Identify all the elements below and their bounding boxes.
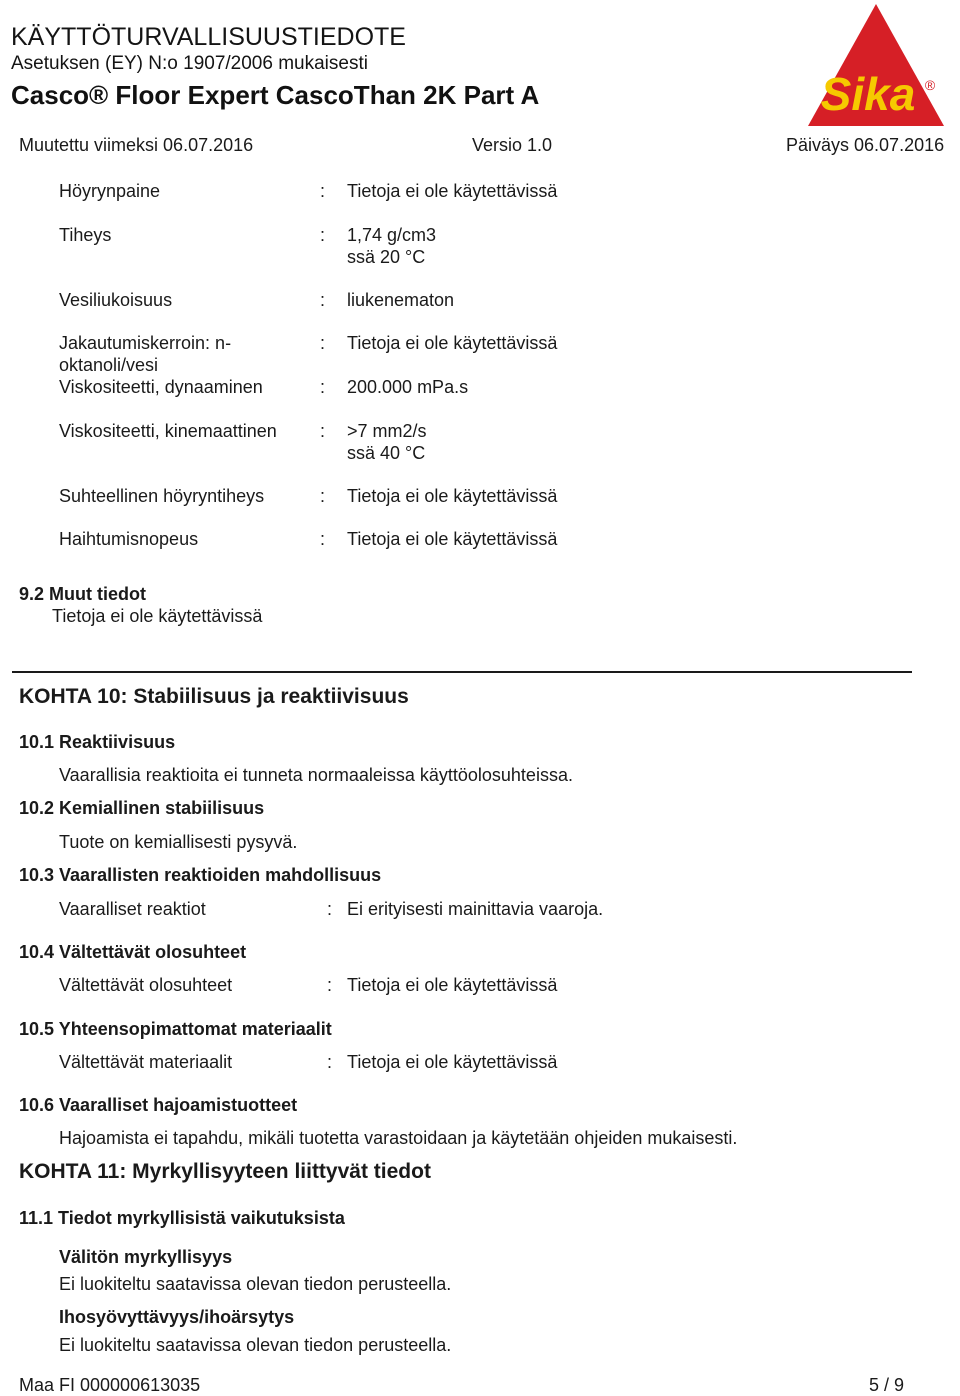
separator: : bbox=[320, 333, 326, 353]
property-condition: ssä 40 °C bbox=[347, 443, 426, 463]
subsection-text: Tuote on kemiallisesti pysyvä. bbox=[59, 832, 298, 852]
separator: : bbox=[320, 225, 326, 245]
subsection-heading: 9.2 Muut tiedot bbox=[19, 584, 146, 604]
property-label: Viskositeetti, kinemaattinen bbox=[59, 421, 277, 441]
hazard-heading: Ihosyövyttävyys/ihoärsytys bbox=[59, 1307, 295, 1327]
section-heading: KOHTA 10: Stabiilisuus ja reaktiivisuus bbox=[19, 685, 409, 708]
sika-logo bbox=[806, 2, 946, 128]
property-condition: ssä 20 °C bbox=[347, 247, 426, 267]
document-title: KÄYTTÖTURVALLISUUSTIEDOTE bbox=[11, 23, 406, 51]
property-value: 1,74 g/cm3 bbox=[347, 225, 437, 245]
property-value: Tietoja ei ole käytettävissä bbox=[347, 529, 558, 549]
property-value: Ei erityisesti mainittavia vaaroja. bbox=[347, 899, 604, 919]
subsection-text: Vaarallisia reaktioita ei tunneta normaaleissa käyttöolosuhteissa. bbox=[59, 765, 573, 785]
footer-country-code: Maa FI 000000613035 bbox=[19, 1375, 201, 1395]
property-label-continued: oktanoli/vesi bbox=[59, 355, 159, 375]
property-label: Jakautumiskerroin: n- bbox=[59, 333, 232, 353]
section-divider bbox=[12, 671, 912, 673]
property-value: >7 mm2/s bbox=[347, 421, 427, 441]
separator: : bbox=[320, 377, 326, 397]
page-number: 5 / 9 bbox=[869, 1375, 905, 1395]
issue-date: Päiväys 06.07.2016 bbox=[786, 135, 945, 155]
registered-mark: ® bbox=[924, 77, 936, 93]
property-value: Tietoja ei ole käytettävissä bbox=[347, 181, 558, 201]
property-label: Vältettävät materiaalit bbox=[59, 1052, 233, 1072]
property-value: 200.000 mPa.s bbox=[347, 377, 469, 397]
version-label: Versio 1.0 bbox=[472, 135, 553, 155]
separator: : bbox=[320, 529, 326, 549]
property-label: Vaaralliset reaktiot bbox=[59, 899, 206, 919]
subsection-heading: 11.1 Tiedot myrkyllisistä vaikutuksista bbox=[19, 1208, 345, 1228]
hazard-heading: Välitön myrkyllisyys bbox=[59, 1247, 233, 1267]
separator: : bbox=[320, 181, 326, 201]
modified-date: Muutettu viimeksi 06.07.2016 bbox=[19, 135, 254, 155]
separator: : bbox=[320, 421, 326, 441]
property-value: Tietoja ei ole käytettävissä bbox=[347, 333, 558, 353]
separator: : bbox=[320, 486, 326, 506]
subsection-heading: 10.1 Reaktiivisuus bbox=[19, 732, 176, 752]
property-label: Viskositeetti, dynaaminen bbox=[59, 377, 263, 397]
separator: : bbox=[327, 1052, 333, 1072]
property-label: Vältettävät olosuhteet bbox=[59, 975, 233, 995]
logo-wordmark: Sika bbox=[820, 68, 916, 120]
property-value: Tietoja ei ole käytettävissä bbox=[347, 1052, 558, 1072]
property-label: Suhteellinen höyryntiheys bbox=[59, 486, 265, 506]
property-label: Haihtumisnopeus bbox=[59, 529, 199, 549]
regulation-subtitle: Asetuksen (EY) N:o 1907/2006 mukaisesti bbox=[11, 53, 368, 74]
property-value: Tietoja ei ole käytettävissä bbox=[347, 486, 558, 506]
property-value: liukenematon bbox=[347, 290, 455, 310]
product-name: Casco® Floor Expert CascoThan 2K Part A bbox=[11, 80, 540, 110]
separator: : bbox=[327, 899, 333, 919]
subsection-heading: 10.3 Vaarallisten reaktioiden mahdollisuus bbox=[19, 865, 382, 885]
hazard-text: Ei luokiteltu saatavissa olevan tiedon perusteella. bbox=[59, 1335, 452, 1355]
subsection-text: Tietoja ei ole käytettävissä bbox=[52, 606, 263, 626]
subsection-heading: 10.5 Yhteensopimattomat materiaalit bbox=[19, 1019, 332, 1039]
separator: : bbox=[320, 290, 326, 310]
subsection-heading: 10.4 Vältettävät olosuhteet bbox=[19, 942, 247, 962]
section-heading: KOHTA 11: Myrkyllisyyteen liittyvät tiedot bbox=[19, 1160, 431, 1183]
separator: : bbox=[327, 975, 333, 995]
subsection-heading: 10.6 Vaaralliset hajoamistuotteet bbox=[19, 1095, 298, 1115]
property-label: Vesiliukoisuus bbox=[59, 290, 173, 310]
subsection-text: Hajoamista ei tapahdu, mikäli tuotetta varastoidaan ja käytetään ohjeiden mukaisesti. bbox=[59, 1128, 738, 1148]
hazard-text: Ei luokiteltu saatavissa olevan tiedon perusteella. bbox=[59, 1274, 452, 1294]
property-value: Tietoja ei ole käytettävissä bbox=[347, 975, 558, 995]
subsection-heading: 10.2 Kemiallinen stabiilisuus bbox=[19, 798, 265, 818]
property-label: Tiheys bbox=[59, 225, 112, 245]
property-label: Höyrynpaine bbox=[59, 181, 161, 201]
